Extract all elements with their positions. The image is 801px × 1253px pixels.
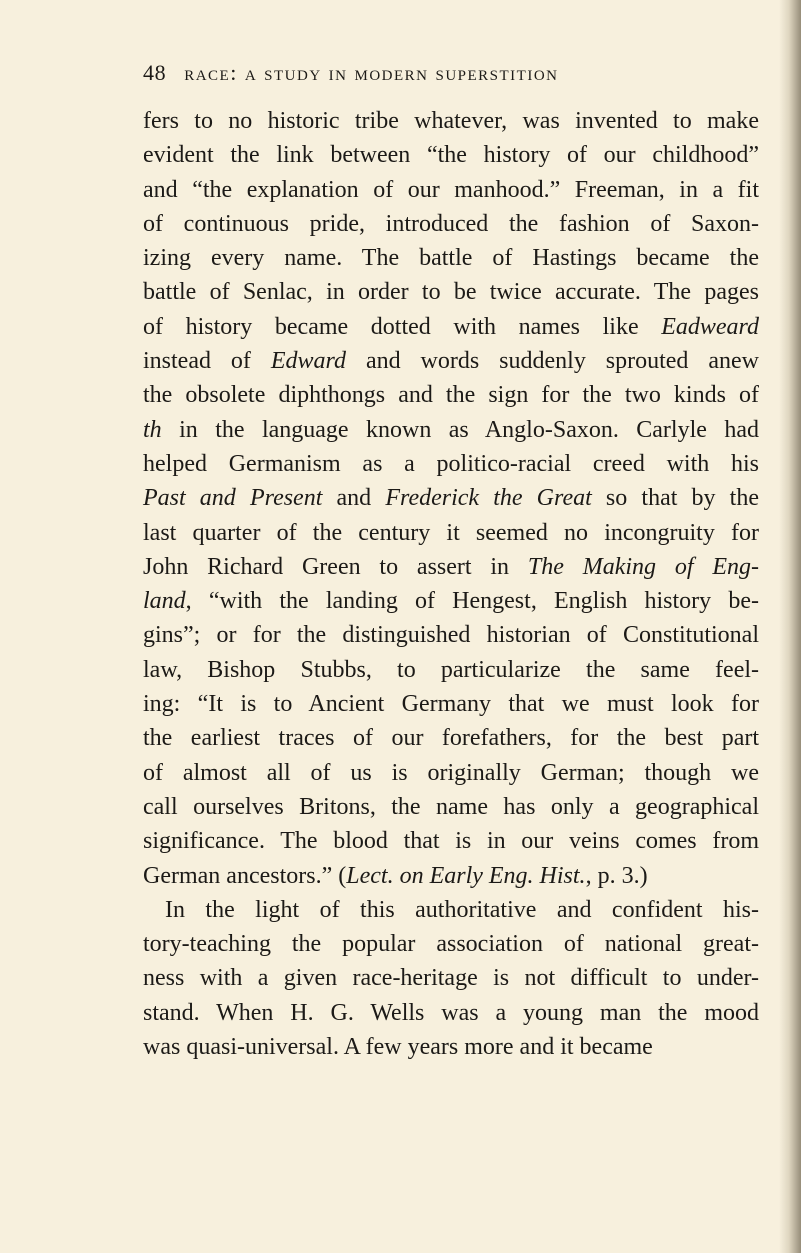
text-run: and words suddenly sprouted anew bbox=[346, 348, 759, 375]
text-line bbox=[143, 927, 759, 961]
text-line bbox=[143, 653, 759, 687]
text-run: and bbox=[322, 485, 386, 512]
text-line bbox=[143, 104, 759, 138]
text-run: law, Bishop Stubbs, to particularize the same feel- bbox=[143, 656, 759, 683]
italic-title: Past and Present bbox=[143, 485, 323, 512]
text-line bbox=[143, 447, 759, 481]
text-line bbox=[143, 413, 759, 447]
text-line bbox=[143, 550, 759, 584]
text-run: battle of Senlac, in order to be twice accurate. The pages bbox=[143, 279, 759, 306]
text-run: , “with the landing of Hengest, English history be- bbox=[185, 588, 759, 615]
text-run: fers to no historic tribe whatever, was invented to make bbox=[143, 108, 759, 134]
text-run: ness with a given race-heritage is not difficult to under- bbox=[143, 965, 759, 992]
text-run: was quasi-universal. A few years more and it became bbox=[143, 1034, 653, 1061]
text-run: ing: “It is to Ancient Germany that we must look for bbox=[143, 691, 759, 718]
text-line bbox=[143, 721, 759, 755]
page-number: 48 bbox=[143, 60, 167, 85]
text-line bbox=[143, 344, 759, 378]
text-run: instead of bbox=[143, 348, 271, 375]
text-line bbox=[143, 173, 759, 207]
text-run: In the light of this authoritative and confident his- bbox=[165, 896, 759, 923]
text-line bbox=[143, 996, 759, 1030]
text-line bbox=[143, 961, 759, 995]
text-line bbox=[143, 241, 759, 275]
text-line bbox=[143, 378, 759, 412]
text-run: in the language known as Anglo-Saxon. Carlyle had bbox=[161, 416, 759, 443]
text-line bbox=[143, 618, 759, 652]
italic-title: land bbox=[143, 588, 186, 615]
text-run: last quarter of the century it seemed no incongruity for bbox=[143, 519, 759, 546]
running-header bbox=[143, 60, 703, 86]
text-line bbox=[143, 893, 759, 927]
text-run: of almost all of us is originally German; though we bbox=[143, 759, 759, 786]
text-run: German ancestors.” ( bbox=[143, 862, 347, 889]
italic-title: Frederick the Great bbox=[385, 485, 592, 512]
text-line bbox=[143, 687, 759, 721]
text-line bbox=[143, 310, 759, 344]
text-run: significance. The blood that is in our veins comes from bbox=[143, 828, 759, 855]
text-run: stand. When H. G. Wells was a young man the mood bbox=[143, 999, 759, 1026]
text-line bbox=[143, 584, 759, 618]
text-run: the earliest traces of our forefathers, for the best part bbox=[143, 725, 759, 752]
text-run: izing every name. The battle of Hastings became the bbox=[143, 245, 759, 272]
text-line bbox=[143, 790, 759, 824]
text-line bbox=[143, 516, 759, 550]
text-run: and “the explanation of our manhood.” Freeman, in a fit bbox=[143, 176, 759, 203]
body-text bbox=[143, 104, 759, 1064]
text-run: , p. 3.) bbox=[585, 862, 648, 889]
text-run: the obsolete diphthongs and the sign for the two kinds of bbox=[143, 382, 759, 409]
text-run: gins”; or for the distinguished historian of Constitutional bbox=[143, 622, 759, 649]
page-edge-shadow bbox=[779, 0, 801, 1253]
text-run: tory-teaching the popular association of national great- bbox=[143, 931, 759, 958]
italic-title: th bbox=[143, 416, 162, 443]
text-run: of history became dotted with names like bbox=[143, 313, 662, 340]
text-run: helped Germanism as a politico-racial creed with his bbox=[143, 450, 759, 477]
text-line bbox=[143, 756, 759, 790]
text-line bbox=[143, 481, 759, 515]
text-run: so that by the bbox=[591, 485, 760, 512]
text-line bbox=[143, 824, 759, 858]
italic-title: Eadweard bbox=[661, 313, 759, 340]
text-run: evident the link between “the history of our childhood” bbox=[143, 142, 759, 169]
text-line bbox=[143, 1030, 759, 1064]
italic-title: Lect. on Early Eng. Hist. bbox=[346, 862, 586, 889]
running-title: race: a study in modern superstition bbox=[184, 60, 559, 85]
text-line bbox=[143, 859, 759, 893]
text-line bbox=[143, 275, 759, 309]
italic-title: Edward bbox=[270, 348, 346, 375]
text-run: John Richard Green to assert in bbox=[143, 553, 528, 580]
text-run: call ourselves Britons, the name has only a geographical bbox=[143, 793, 759, 820]
text-line bbox=[143, 138, 759, 172]
text-line bbox=[143, 207, 759, 241]
text-run: of continuous pride, introduced the fashion of Saxon- bbox=[143, 210, 759, 237]
italic-title: The Making of Eng- bbox=[527, 553, 760, 580]
